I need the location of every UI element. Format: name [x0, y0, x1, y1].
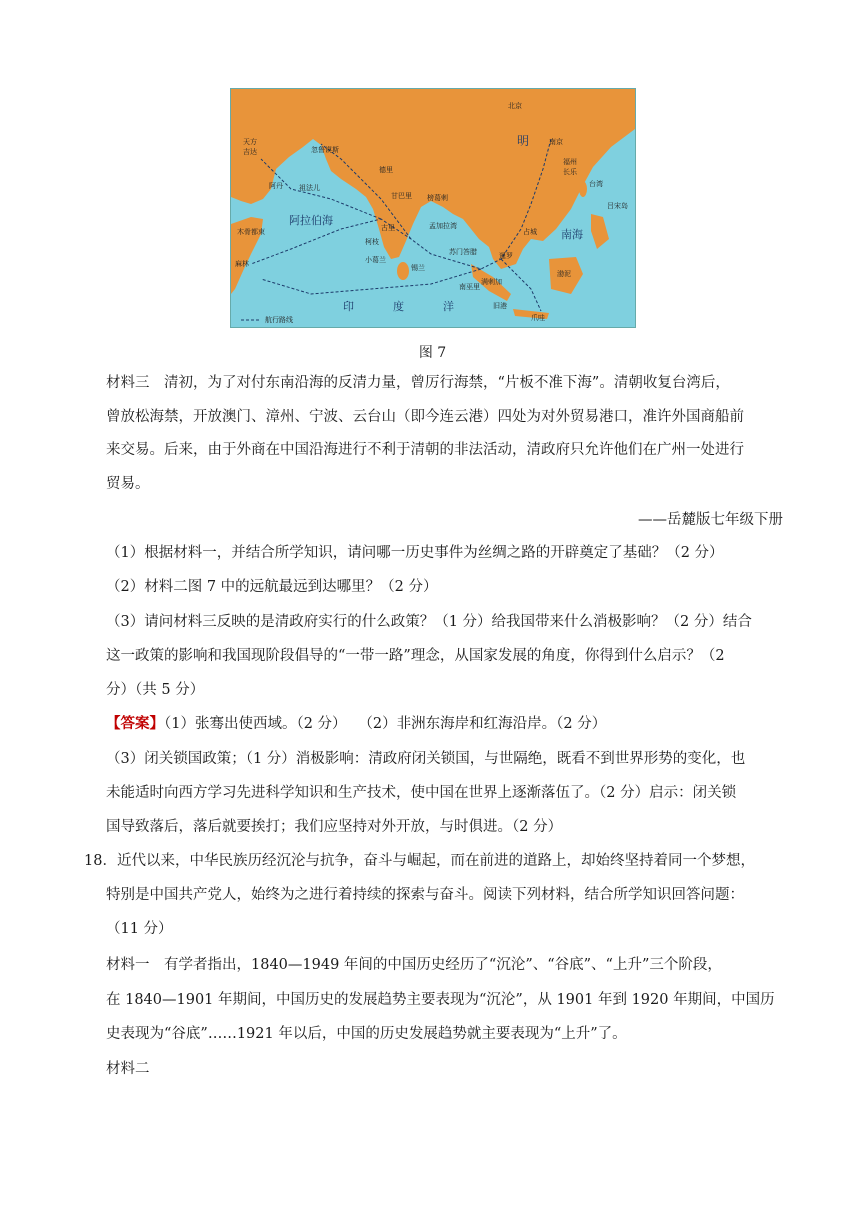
map-label-hormuz: 忽鲁谟斯	[311, 146, 339, 154]
q18-material2-heading: 材料二	[106, 1061, 150, 1077]
map-label-delhi: 德里	[379, 166, 393, 174]
map-label-bay-of-bengal: 孟加拉湾	[429, 222, 457, 230]
answer-tag: 【答案】	[106, 715, 164, 732]
map-label-boni: 渤泥	[557, 270, 571, 278]
map-label-taiwan: 台湾	[589, 180, 603, 188]
question-3-line-3: 分）（共 5 分）	[106, 682, 205, 698]
material3-line-4: 贸易。	[106, 476, 150, 492]
map-label-kezhi: 柯枝	[365, 238, 379, 246]
zheng-he-voyage-map	[230, 88, 636, 328]
taiwan-island	[579, 181, 587, 197]
map-label-malacca: 满剌加	[481, 278, 502, 286]
map-label-beijing: 北京	[508, 102, 522, 110]
map-label-aden: 阿丹	[269, 182, 283, 190]
q18-material1-line-3: 史表现为“谷底”……1921 年以后，中国的历史发展趋势就主要表现为“上升”了。	[106, 1026, 627, 1042]
material3-line-1: 材料三 清初，为了对付东南沿海的反清力量，曾厉行海禁，“片板不准下海”。清朝收复台湾后，	[106, 375, 730, 391]
question-2: （2）材料二图 7 中的远航最远到达哪里？（2 分）	[106, 579, 438, 595]
q18-line-3: （11 分）	[106, 921, 173, 937]
ceylon-island	[397, 262, 409, 280]
map-label-indian-ocean-2: 度	[393, 300, 404, 313]
map-label-ming: 明	[517, 134, 530, 148]
map-label-zhancheng: 占城	[523, 228, 537, 236]
q18-line-2: 特别是中国共产党人，始终为之进行着持续的探索与奋斗。阅读下列材料，结合所学知识回答问题：	[106, 887, 744, 903]
q18-material1-line-2: 在 1840—1901 年期间，中国历史的发展趋势主要表现为“沉沦”，从 1901 年到 1920 年期间，中国历	[106, 992, 775, 1008]
map-label-zufar: 祖法儿	[299, 184, 320, 192]
map-drawing	[231, 89, 635, 327]
q18-line-1: 18．近代以来，中华民族历经沉沦与抗争，奋斗与崛起，而在前进的道路上，却始终坚持着同一个梦想，	[84, 853, 755, 869]
map-label-arabian-sea: 阿拉伯海	[289, 214, 333, 227]
map-label-jiugang: 旧港	[493, 302, 507, 310]
map-label-sumatra: 苏门答腊	[449, 248, 477, 256]
question-1: （1）根据材料一，并结合所学知识，请问哪一历史事件为丝绸之路的开辟奠定了基础？（2 分）	[106, 545, 724, 561]
material3-line-2: 曾放松海禁，开放澳门、漳州、宁波、云台山（即今连云港）四处为对外贸易港口，准许外国商船前	[106, 409, 744, 425]
map-label-guli: 古里	[381, 224, 395, 232]
answer-part-1-2: （1）张骞出使西域。（2 分） （2）非洲东海岸和红海沿岸。（2 分）	[164, 716, 607, 732]
map-label-xianluo: 暹罗	[499, 252, 513, 260]
answer-line-2: （3）闭关锁国政策；（1 分）消极影响：清政府闭关锁国，与世隔绝，既看不到世界形势的变化，也	[106, 751, 746, 767]
question-3-line-1: （3）请问材料三反映的是清政府实行的什么政策？（1 分）给我国带来什么消极影响？（2 分）结合	[106, 614, 752, 630]
q18-material1-line-1: 材料一 有学者指出，1840—1949 年间的中国历史经历了“沉沦”、“谷底”、“上升”三个阶段，	[106, 957, 722, 973]
figure-caption: 图 7	[418, 345, 447, 361]
material3-line-3: 来交易。后来，由于外商在中国沿海进行不利于清朝的非法活动，清政府只允许他们在广州一处进行	[106, 442, 744, 458]
map-label-jidda: 吉达	[243, 148, 257, 156]
map-label-bengal: 榜葛剌	[427, 194, 448, 202]
question-3-line-2: 这一政策的影响和我国现阶段倡导的“一带一路”理念，从国家发展的角度，你得到什么启示？（2	[106, 648, 725, 664]
answer-line-4: 国导致落后，落后就要挨打；我们应坚持对外开放，与时俱进。（2 分）	[106, 819, 563, 835]
map-label-fuzhou: 福州	[563, 158, 577, 166]
map-label-xilan: 锡兰	[411, 264, 425, 272]
answer-line-1	[106, 714, 606, 734]
map-label-nanjing: 南京	[549, 138, 563, 146]
material3-source: ——岳麓版七年级下册	[638, 512, 783, 528]
map-label-zhaowa: 爪哇	[531, 314, 545, 322]
map-label-tianfang: 天方	[243, 138, 257, 146]
map-label-changle: 长乐	[563, 168, 577, 176]
map-label-south-sea: 南海	[561, 228, 583, 241]
map-label-indian-ocean-3: 洋	[443, 300, 454, 313]
map-legend-label: 航行路线	[265, 316, 293, 324]
map-label-malindi: 麻林	[235, 260, 249, 268]
answer-line-3: 未能适时向西方学习先进科学知识和生产技术，使中国在世界上逐渐落伍了。（2 分）启示：闭关锁	[106, 785, 737, 801]
map-label-nanwuli: 南巫里	[459, 283, 480, 291]
map-label-mogadishu: 木骨都束	[237, 228, 265, 236]
map-label-ganbali: 甘巴里	[391, 192, 412, 200]
map-label-luzon: 吕宋岛	[607, 202, 628, 210]
map-label-indian-ocean-1: 印	[343, 300, 354, 313]
map-label-xiaogelan: 小葛兰	[365, 256, 386, 264]
